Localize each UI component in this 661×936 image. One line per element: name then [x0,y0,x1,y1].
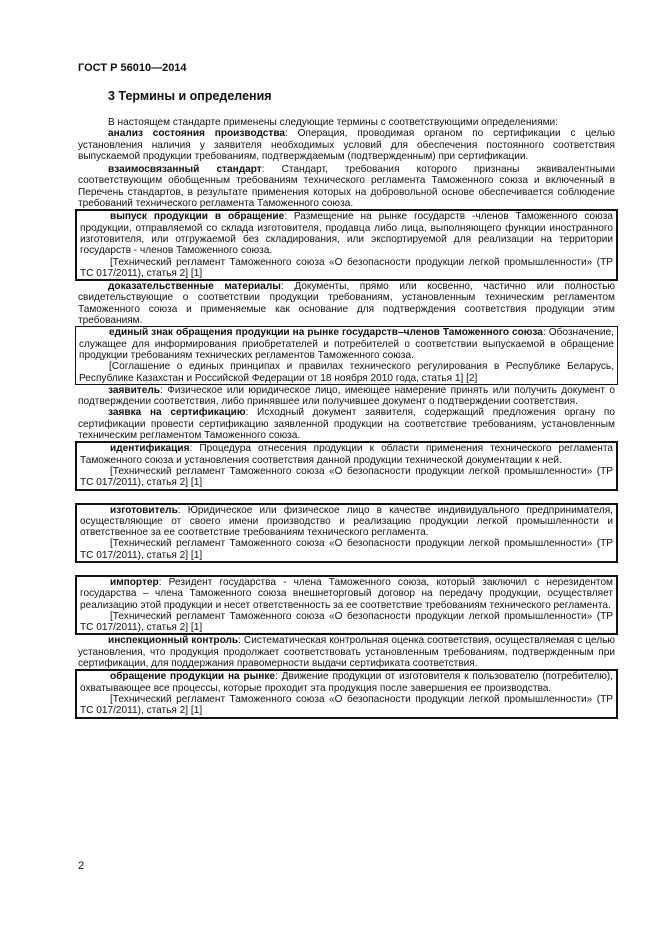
term-box [75,503,618,563]
term-box [75,326,618,384]
term-definition: : Физическое или юридическое лицо, имеющее намерение принять или получить документ о подтверждении соответствия, либо принявшее или получившее документ о подтверждении соответствия. [78,384,615,408]
term-source: [Технический регламент Таможенного союза «О безопасности продукции легкой промышленности» (ТР ТС 017/2011), статья 2] [1] [80,693,613,717]
term-entry [78,407,615,441]
term-name: доказательственные материалы [108,281,281,293]
term-entry [78,635,615,669]
term-entry [78,385,615,408]
term-entry [80,671,613,694]
term-name: импортер [110,576,159,588]
term-name: единый знак обращения продукции на рынке государств–членов Таможенного союза [109,327,543,339]
term-definition: : Размещение на рынке государств -членов Таможенного союза продукции, отправляемой со склада изготовителя, продавца либо лица, выполняющего функции иностранного изготовителя, или отгружаемой без складирования, или экспортируемой для реализации на территории государств - членов Таможенного союза. [80,211,613,257]
term-entry [80,505,613,539]
terms-section [78,117,615,719]
term-name: заявитель [108,384,160,396]
term-definition: : Обозначение, служащее для информирования приобретателей и потребителей о соответствии выпускаемой в обращение продукции требованиям технических регламентов Таможенного союза. [79,327,614,361]
term-definition: : Движение продукции от изготовителя к пользователю (потребителю), охватывающее все процессы, которые проходит эта продукция после завершения ее производства. [80,671,613,694]
term-source: [Технический регламент Таможенного союза «О безопасности продукции легкой промышленности» (ТР ТС 017/2011), статья 2] [1] [80,610,613,634]
term-definition: : Процедура отнесения продукции к области применения технического регламента Таможенного союза и установления соответствия данной продукции технической документации к ней. [80,443,613,466]
term-source: [Технический регламент Таможенного союза «О безопасности продукции легкой промышленности» (ТР ТС 017/2011), статья 2] [1] [80,538,613,561]
term-name: идентификация [110,443,190,455]
term-entry [80,443,613,466]
term-source: [Соглашение о единых принципах и правилах технического регулирования в Республике Беларусь, Республике Казахстан и Российской Федерации от 18 ноября 2010 года, статья 1] [2] [79,361,614,384]
term-box [75,575,618,635]
term-definition: : Операция, проводимая органом по сертификации с целью установления наличия у заявителя необходимых условий для обеспечения постоянного соответствия выпускаемой продукции требованиям, подтверждаемым (подтвержденным) при сертификации. [78,128,615,162]
standard-id: ГОСТ Р 56010—2014 [78,62,187,74]
term-box [75,209,618,281]
term-entry [78,128,615,162]
term-name: выпуск продукции в обращение [110,211,285,223]
term-name: инспекционный контроль [108,635,239,647]
term-name: изготовитель [110,504,178,516]
intro-text: В настоящем стандарте применены следующие термины с соответствующими определениями: [108,117,558,128]
term-entry [80,577,613,611]
term-entry [78,281,615,326]
term-definition: : Исходный документ заявителя, содержащий предложения органу по сертификации провести сертификацию заявленной продукции на соответствие требованиям, установленным техническим регламентом Таможенного союза. [78,407,616,442]
term-definition: : Юридическое или физическое лицо в качестве индивидуального предпринимателя, осуществляющие от своего имени производство и реализацию продукции легкой промышленности и ответственное за ее соответствие требованиям технического регламента. [80,504,613,539]
term-name: анализ состояния производства [108,128,286,140]
term-source: [Технический регламент Таможенного союза «О безопасности продукции легкой промышленности» (ТР ТС 017/2011), статья 2] [1] [80,256,613,279]
page-number: 2 [78,860,85,872]
term-entry [80,211,613,256]
term-source: [Технический регламент Таможенного союза «О безопасности продукции легкой промышленности» (ТР ТС 017/2011), статья 2] [1] [80,465,613,489]
term-definition: : Резидент государства - члена Таможенного союза, который заключил с нерезидентом государства – члена Таможенного союза внешнеторговый договор на передачу продукции, осуществляет реализацию этой продукции и несет ответственность за ее соответствие требованиям технического регламента. [80,576,613,611]
term-name: обращение продукции на рынке [110,671,276,683]
term-entry [78,164,615,209]
term-box [75,441,618,490]
term-definition: : Стандарт, требования которого признаны эквивалентными соответствующим обобщенным требованиям технического регламента Таможенного союза и включенный в Перечень стандартов, в результате применения которых на добровольной основе обеспечивается соблюдение требований технического регламента Таможенного союза. [78,164,616,210]
term-entry [79,327,614,361]
term-definition: : Документы, прямо или косвенно, частично или полностью свидетельствующие о соответствии продукции требованиям, установленным техническим регламентом Таможенного союза и применяемые как основание для подтверждения соответствия продукции этим требованиям. [78,281,615,327]
section-title: 3 Термины и определения [108,89,272,103]
term-name: взаимосвязанный стандарт [108,164,262,176]
term-name: заявка на сертификацию [108,407,246,419]
term-box [75,669,618,718]
term-definition: : Систематическая контрольная оценка соответствия, осуществляемая с целью установления, что продукция продолжает соответствовать установленным требованиям, подтвержденным при сертификации, для поддержания правомерности выдачи сертификата соответствия. [78,635,615,670]
